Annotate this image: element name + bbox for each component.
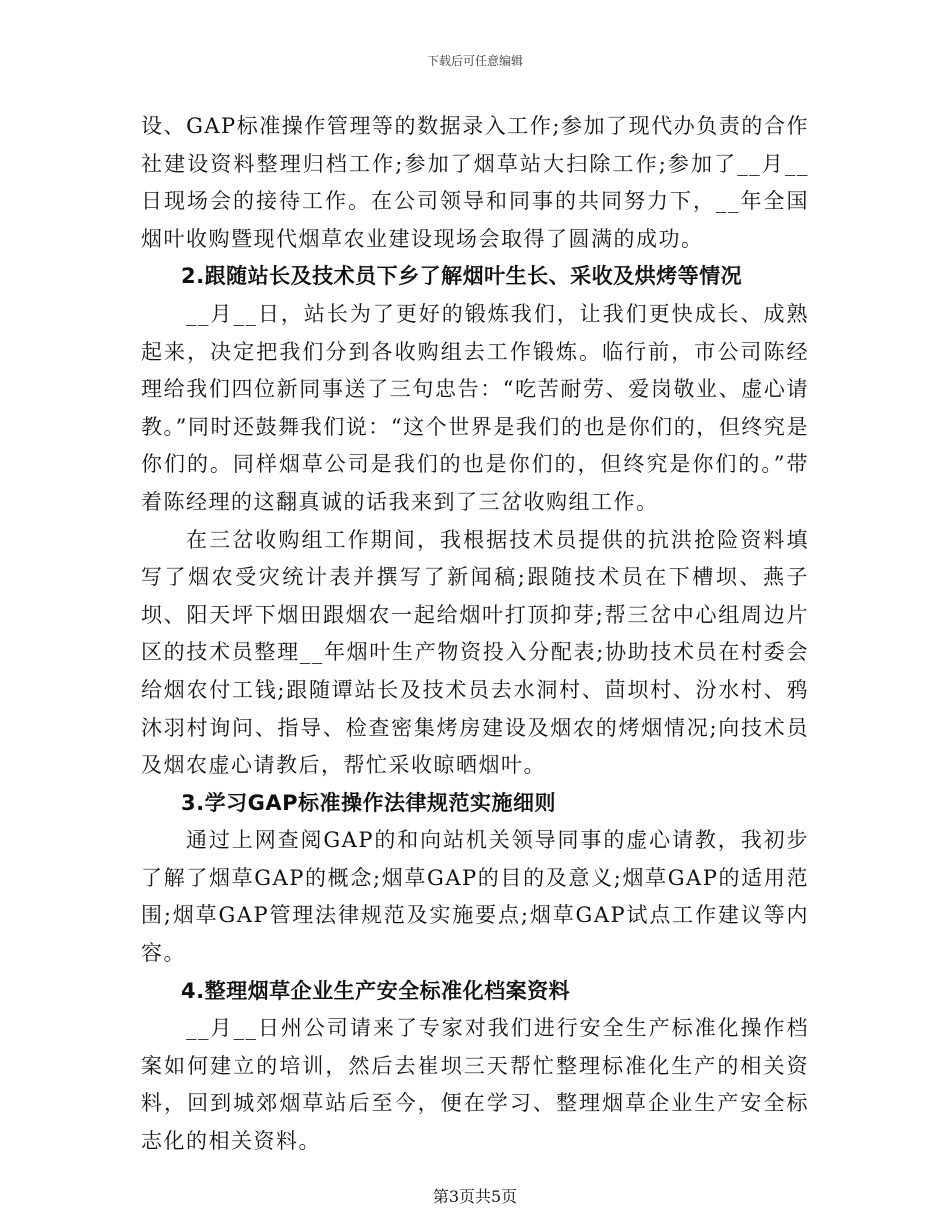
document-body (141, 108, 809, 1161)
paragraph-3: 通过上网查阅GAP的和向站机关领导同事的虚心请教，我初步了解了烟草GAP的概念;烟草GAP的目的及意义;烟草GAP的适用范围;烟草GAP管理法律规范及实施要点;烟草GAP试点工作建议等内容。 (141, 828, 809, 966)
section-heading-3: 3.学习GAP标准操作法律规范实施细则 (181, 790, 556, 815)
paragraph-2b: 在三岔收购组工作期间，我根据技术员提供的抗洪抢险资料填写了烟农受灾统计表并撰写了新闻稿;跟随技术员在下槽坝、燕子坝、阳天坪下烟田跟烟农一起给烟叶打顶抑芽;帮三岔中心组周边片区的技术员整理__年烟叶生产物资投入分配表;协助技术员在村委会给烟农付工钱;跟随谭站长及技术员去水洞村、茴坝村、汾水村、鸦沐羽村询问、指导、检查密集烤房建设及烟农的烤烟情况;向技术员及烟农虚心请教后，帮忙采收晾晒烟叶。 (141, 527, 809, 778)
page-number: 第3页共5页 (432, 1187, 518, 1206)
section-heading-2: 2.跟随站长及技术员下乡了解烟叶生长、采收及烘烤等情况 (181, 264, 743, 289)
page-header: 下载后可任意编辑 (426, 54, 523, 68)
paragraph-4: __月__日州公司请来了专家对我们进行安全生产标准化操作档案如何建立的培训，然后去崔坝三天帮忙整理标准化生产的相关资料，回到城郊烟草站后至今，便在学习、整理烟草企业生产安全标志化的相关资料。 (141, 1016, 809, 1154)
paragraph-intro: 设、GAP标准操作管理等的数据录入工作;参加了现代办负责的合作社建设资料整理归档工作;参加了烟草站大扫除工作;参加了__月__日现场会的接待工作。在公司领导和同事的共同努力下，__年全国烟叶收购暨现代烟草农业建设现场会取得了圆满的成功。 (141, 114, 809, 251)
paragraph-2a: __月__日，站长为了更好的锻炼我们，让我们更快成长、成熟起来，决定把我们分到各收购组去工作锻炼。临行前，市公司陈经理给我们四位新同事送了三句忠告：“吃苦耐劳、爱岗敬业、虚心请教。”同时还鼓舞我们说：“这个世界是我们的也是你们的，但终究是你们的。同样烟草公司是我们的也是你们的，但终究是你们的。”带着陈经理的这翻真诚的话我来到了三岔收购组工作。 (141, 301, 809, 514)
section-heading-4: 4.整理烟草企业生产安全标准化档案资料 (181, 978, 571, 1003)
